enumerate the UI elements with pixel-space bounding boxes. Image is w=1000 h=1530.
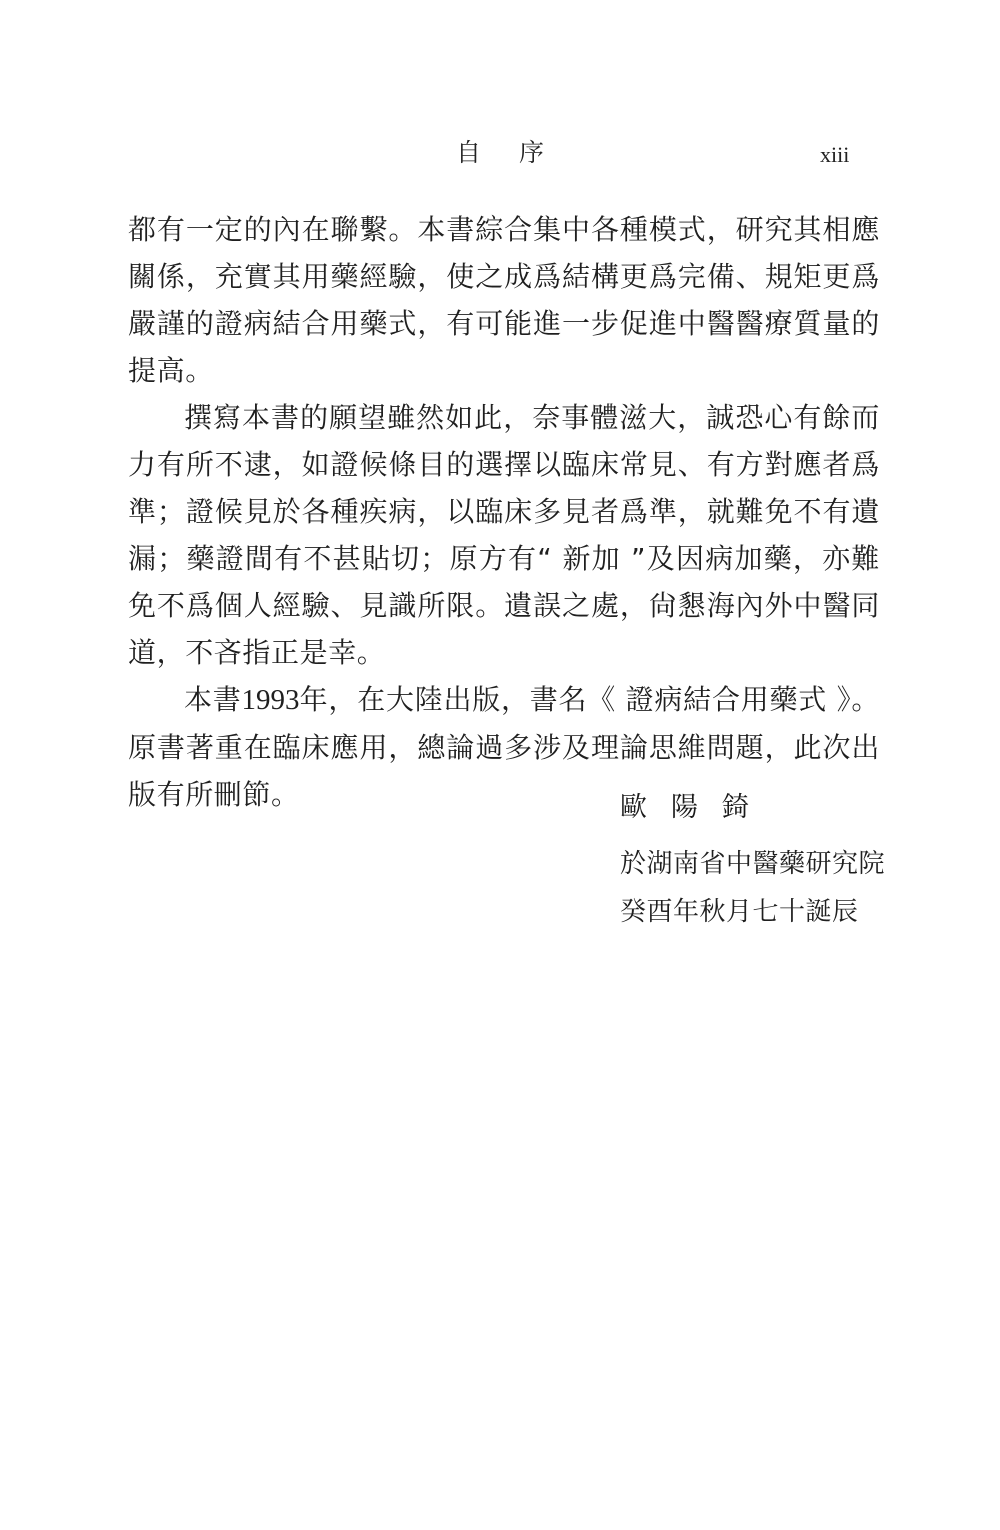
paragraph-1: 都有一定的內在聯繫。本書綜合集中各種模式，研究其相應關係，充實其用藥經驗，使之成爲結構更爲完備、規矩更爲嚴謹的證病結合用藥式，有可能進一步促進中醫醫療質量的提高。 bbox=[128, 213, 880, 387]
paragraph-3-lead: 本書 bbox=[184, 683, 242, 716]
author-name: 歐陽錡 bbox=[620, 792, 773, 823]
running-header bbox=[0, 136, 1000, 170]
paragraph-2: 撰寫本書的願望雖然如此，奈事體滋大，誠恐心有餘而力有所不逮，如證候條目的選擇以臨床常見、有方對應者爲準；證候見於各種疾病，以臨床多見者爲準，就難免不有遺漏；藥證間有不甚貼切；原方有“ 新加 ”及因病加藥，亦難免不爲個人經驗、見識所限。遺誤之處，尙懇海內外中醫同道，不吝指正是幸。 bbox=[128, 401, 880, 669]
publication-year: 1993 bbox=[241, 684, 300, 716]
paragraph-3-rest: 年，在大陸出版，書名《 證病結合用藥式 》。原書著重在臨床應用，總論過多涉及理論思維問題，此次出版有所刪節。 bbox=[128, 683, 880, 811]
section-title: 自序 bbox=[456, 138, 583, 167]
author-institution: 於湖南省中醫藥研究院 bbox=[620, 849, 886, 879]
signature-date: 癸酉年秋月七十誕辰 bbox=[620, 897, 859, 927]
signature-block bbox=[620, 786, 900, 936]
page-number: xiii bbox=[820, 142, 850, 167]
preface-body bbox=[128, 206, 880, 818]
